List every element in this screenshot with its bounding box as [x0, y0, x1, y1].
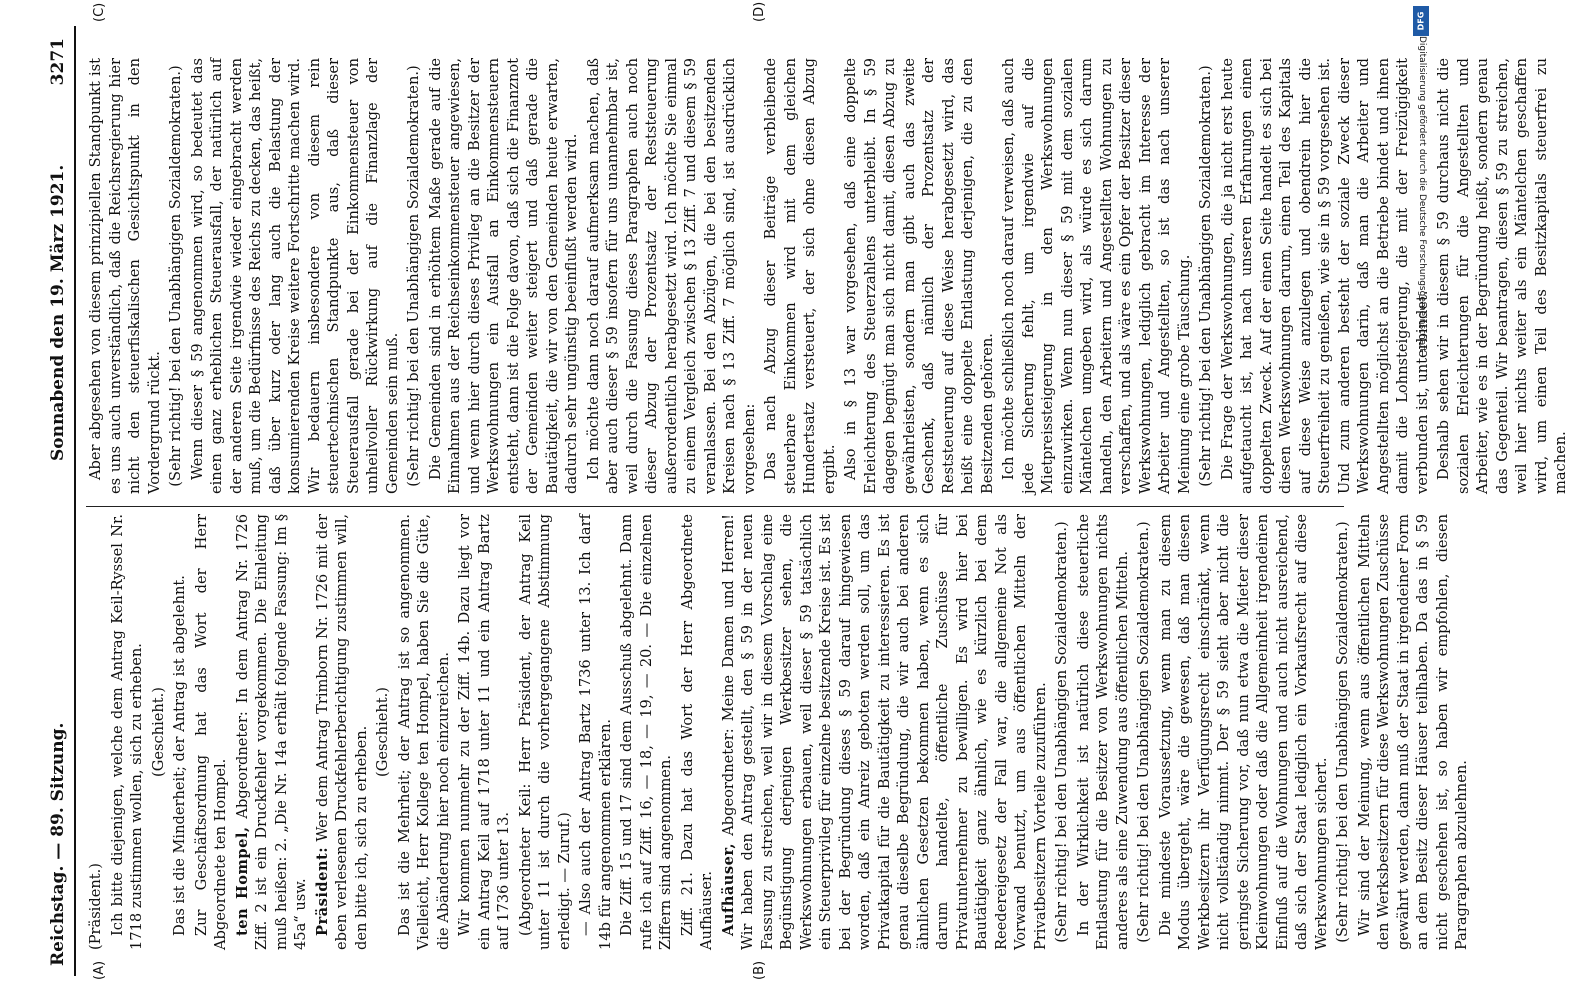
- paragraph: (Abgeordneter Keil: Herr Präsident, der Antrag Keil unter 11 ist durch die vorhergegangene Abstimmung erledigt. — Zuruf.): [516, 514, 573, 950]
- paragraph: (Geschieht.): [149, 687, 167, 777]
- paragraph: Ich möchte schließlich noch darauf verweisen, daß auch jede Sicherung fehlt, um irgendwie auf die Mietpreissteigerung in den Werkswohnungen einzuwirken. Wenn nun dieser § 59 mit dem sozialen Mäntelchen umgeben wird, als würde es sich darum handeln, den Arbeitern und Angestellten Wohnungen zu verschaffen, und als wäre es ein Opfer der Besitzer dieser Werkswohnungen, lediglich gebracht im Interesse der Arbeiter und Angestellten, so ist das nach unserer Meinung eine grobe Täuschung.: [1000, 58, 1193, 494]
- paragraph: Das ist die Minderheit; der Antrag ist abgelehnt.: [171, 575, 188, 936]
- paragraph: Die Ziff. 15 und 17 sind dem Ausschuß abgelehnt. Dann rufe ich auf Ziff. 16, — 18, — 19, — 20. — Die einzelnen Ziffern sind angenommen.: [618, 514, 674, 950]
- speaker-name: Präsident:: [313, 846, 331, 936]
- paragraph: Das ist die Mehrheit; der Antrag ist so angenommen. Vielleicht, Herr Kollege ten Hompel, haben Sie die Güte, die Abänderung hier noch einzureichen.: [395, 514, 452, 950]
- header-left-title: Reichstag. — 89. Sitzung.: [48, 722, 68, 966]
- scanned-page-area: Reichstag. — 89. Sitzung. Sonnabend den 19. März 1921. 3271 (A) (B) (C) (D) (Präsident.) Ich bitte diejenigen, welche dem Antrag Keil-Ryssel Nr. 1718 zustimmen wollen, sich zu erheben. (Geschieht.) Das ist die Minderheit; der Antrag ist abgelehnt. Zur Geschäftsordnung hat das Wort der Herr Abgeordnete ten Hompel. ten Hompel, Abgeordneter: In dem Antrag Nr. 1726 Ziff. 2 ist ein Druckfehler vorgekommen. Die Einleitung muß heißen: 2. „Die Nr. 14a erhält folgende Fassung: Im § 45a“ usw. Präsident: Wer dem Antrag Trimborn Nr. 1726 mit der eben verlesenen Druckfehlerberichtigung zustimmen will, den bitte ich, sich zu erheben. (Geschieht.) Das ist die Mehrheit; der Antrag ist so angenommen. Vielleicht, Herr Kollege ten Hompel, haben Sie die Güte, die Abänderung hier noch einzureichen. Wir kommen nunmehr zu der Ziff. 14b. Dazu liegt vor ein Antrag Keil auf 1718 unter 11 und ein Antrag Bartz auf 1736 unter 13. (Abgeordneter Keil: Herr Präsident, der Antrag Keil unter 11 ist durch die vorhergegangene Abstimmung erledigt. — Zuruf.) — Also auch der Antrag Bartz 1736 unter 13. Ich darf 14b für angenommen erklären. Die Ziff. 15 und 17 sind dem Ausschuß abgelehnt. Dann rufe ich auf Ziff. 16, — 18, — 19, — 20. — Die einzelnen Ziffern sind angenommen. Ziff. 21. Dazu hat das Wort der Herr Abgeordnete Aufhäuser. Aufhäuser, Abgeordneter: Meine Damen und Herren! Wir haben den Antrag gestellt, den § 59 in der neuen Fassung zu streichen, weil wir in diesem Vorschlag eine Begünstigung derjenigen Werkbesitzer sehen, die Werkswohnungen erbauen, weil dieser § 59 tatsächlich ein Steuerprivileg für einzelne besitzende Kreise ist. Es ist bei der Begründung dieses § 59 darauf hingewiesen worden, daß ein Anreiz geboten werden soll, um das Privatkapital für die Bautätigkeit zu interessieren. Es ist genau dieselbe Begründung, die wir auch bei anderen ähnlichen Gesetzen bekommen haben, wenn es sich darum handelte, öffentliche Zuschüsse für Privatunternehmer zu bewilligen. Es wird hier bei Bautätigkeit ganz ähnlich, wie es kürzlich bei dem Reedereigesetz der Fall war, die allgemeine Not als Vorwand benutzt, um aus öffentlichen Mitteln der Privatbesitzern Vorteile zuzuführen. (Sehr richtig! bei den Unabhängigen Sozialdemokraten.) In der Wirklichkeit ist natürlich diese steuerliche Entlastung für die Besitzer von Werkswohnungen nichts anderes als eine Zuwendung aus öffentlichen Mitteln. (Sehr richtig! bei den Unabhängigen Sozialdemokraten.) Die mindeste Voraussetzung, wenn man zu diesem Modus übergeht, wäre die gewesen, daß man diesen Werkbesitzern ihr Verfügungsrecht einschränkt, wenn nicht vollständig nimmt. Der § 59 sieht aber nicht die geringste Sicherung vor, daß nun etwa die Mieter dieser Kleinwohnungen oder daß die Allgemeinheit irgendeinen Einfluß auf die Wohnungen und auch nicht ausreichend, daß sich der Staat lediglich ein Vorkaufsrecht auf diese Werkswohnungen sichert. (Sehr richtig! bei den Unabhängigen Sozialdemokraten.) Wir sind der Meinung, wenn aus öffentlichen Mitteln den Werksbesitzern für diese Werkswohnungen Zuschüsse gewährt werden, dann muß der Staat in irgendeiner Form an dem Besitz dieser Häuser teilhaben. Da das in § 59 nicht geschehen ist, so haben wir empfohlen, diesen Paragraphen abzulehnen. Aber abgesehen von diesem prinzipiellen Standpunkt ist es uns auch unverständlich, daß die Reichsregierung hier nicht den steuerfiskalischen Gesichtspunkt in den Vordergrund rückt. (Sehr richtig! bei den Unabhängigen Sozialdemokraten.) Wenn dieser § 59 angenommen wird, so bedeutet das einen ganz erheblichen Steuerausfall, der natürlich auf der anderen Seite irgendwie wieder eingebracht werden muß, um die Bedürfnisse des Reichs zu decken, das heißt, daß über kurz oder lang auch die Belastung der konsumierenden Kreise weitere Fortschritte machen wird. Wir bedauern insbesondere von diesem rein steuertechnischen Standpunkte aus, daß dieser Steuerausfall gerade bei der Einkommensteuer von unheilvoller Rückwirkung auf die Finanzlage der Gemeinden sein muß. (Sehr richtig! bei den Unabhängigen Sozialdemokraten.) Die Gemeinden sind in erhöhtem Maße gerade auf die Einnahmen aus der Reichseinkommensteuer angewiesen, und wenn hier durch dieses Privileg an die Besitzer der Werkswohnungen ein Ausfall an Einkommensteuern entsteht, dann ist die Folge davon, daß sich die Finanznot der Gemeinden weiter steigert und daß gerade die Bautätigkeit, die wir von den Gemeinden heute erwarten, dadurch sehr ungünstig beeinflußt werden wird. Ich möchte dann noch darauf aufmerksam machen, daß aber auch dieser § 59 insofern für uns unannehmbar ist, weil durch die Fassung dieses Paragraphen auch noch dieser Abzug der Prozentsatz der Reststeuerung außerordentlich herabgesetzt wird. Ich möchte Sie einmal zu einem Vergleich zwischen § 13 Ziff. 7 und diesem § 59 veranlassen. Bei den Abzügen, die bei den besitzenden Kreisen nach § 13 Ziff. 7 möglich sind, ist ausdrücklich vorgesehen: Das nach Abzug dieser Beiträge verbleibende steuerbare Einkommen wird mit dem gleichen Hundertsatz versteuert, der sich ohne diesen Abzug ergibt. Also in § 13 war vorgesehen, daß eine doppelte Erleichterung des Steuerzahlens unterbleibt. In § 59 dagegen begnügt man sich nicht damit, diesen Abzug zu gewährleisten, sondern man gibt auch das zweite Geschenk, daß nämlich der Prozentsatz der Reststeuerung auf diese Weise herabgesetzt wird, das heißt eine doppelte Entlastung derjenigen, die zu den Besitzenden gehören. Ich möchte schließlich noch darauf verweisen, daß auch jede Sicherung fehlt, um irgendwie auf die Mietpreissteigerung in den Werkswohnungen einzuwirken. Wenn nun dieser § 59 mit dem sozialen Mäntelchen umgeben wird, als würde es sich darum handeln, den Arbeitern und Angestellten Wohnungen zu verschaffen, und als wäre es ein Opfer der Besitzer dieser Werkswohnungen, lediglich gebracht im Interesse der Arbeiter und Angestellten, so ist das nach unserer Meinung eine grobe Täuschung. (Sehr richtig! bei den Unabhängigen Sozialdemokraten.) Die Frage der Werkswohnungen, die ja nicht erst heute aufgetaucht ist, hat nach unseren Erfahrungen einen doppelten Zweck. Auf der einen Seite handelt es sich bei diesen Werkswohnungen darum, einen Teil des Kapitals auf diese Weise anzulegen und obendrein hier die Steuerfreiheit zu genießen, wie sie in § 59 vorgesehen ist. Und zum anderen besteht der soziale Zweck dieser Werkswohnungen darin, daß man die Arbeiter und Angestellten möglichst an die Betriebe bindet und ihnen damit die Lohnsteigerung, die mit der Freizügigkeit verbunden ist, unterbindet. Deshalb sehen wir in diesem § 59 durchaus nicht die sozialen Erleichterungen für die Angestellten und Arbeiter, wie es in der Begründung heißt, sondern genau das Gegenteil. Wir beantragen, diesen § 59 zu streichen, weil hier nichts weiter als ein Mäntelchen geschaffen wird, um einen Teil des Besitzkapitals steuerfrei zu machen. DFG Digitalisierung gefördert durch die Deutsche Forschungsgemeinschaft: [0, 0, 1434, 1000]
- right-text-column: [86, 58, 1569, 494]
- paragraph: Die Gemeinden sind in erhöhtem Maße gerade auf die Einnahmen aus der Reichseinkommensteuer angewiesen, und wenn hier durch dieses Privileg an die Besitzer der Werkswohnungen ein Ausfall an Einkommensteuern entsteht, dann ist die Folge davon, daß sich die Finanznot der Gemeinden weiter steigert und daß gerade die Bautätigkeit, die wir von den Gemeinden heute erwarten, dadurch sehr ungünstig beeinflußt werden wird.: [426, 58, 580, 494]
- paragraph: Wir kommen nunmehr zu der Ziff. 14b. Dazu liegt vor ein Antrag Keil auf 1718 unter 11 und ein Antrag Bartz auf 1736 unter 13.: [456, 514, 512, 950]
- margin-marker-c: (C): [92, 2, 107, 22]
- paragraph: (Sehr richtig! bei den Unabhängigen Sozialdemokraten.): [1197, 65, 1214, 487]
- column-divider: [86, 506, 1344, 507]
- speech-text: Abgeordneter: In dem Antrag Nr. 1726 Ziff. 2 ist ein Druckfehler vorgekommen. Die Einleitung muß heißen: 2. „Die Nr. 14a erhält folgende Fassung: Im § 45a“ usw.: [233, 514, 309, 950]
- paragraph: (Sehr richtig! bei den Unabhängigen Sozialdemokraten.): [167, 65, 184, 487]
- margin-marker-a: (A): [92, 960, 107, 980]
- paragraph: (Sehr richtig! bei den Unabhängigen Sozialdemokraten.): [1053, 521, 1070, 943]
- margin-marker-d: (D): [752, 1, 767, 22]
- paragraph: [233, 514, 311, 950]
- paragraph: (Präsident.): [87, 863, 104, 950]
- margin-marker-b: (B): [752, 960, 767, 980]
- paragraph: (Geschieht.): [374, 687, 391, 777]
- dfg-logo: DFG: [1413, 6, 1429, 36]
- paragraph: — Also auch der Antrag Bartz 1736 unter 13. Ich darf 14b für angenommen erklären.: [577, 514, 614, 950]
- paragraph: Also in § 13 war vorgesehen, daß eine doppelte Erleichterung des Steuerzahlens unterbleibt. In § 59 dagegen begnügt man sich nicht damit, diesen Abzug zu gewährleisten, sondern man gibt auch das zweite Geschenk, daß nämlich der Prozentsatz der Reststeuerung auf diese Weise herabgesetzt wird, das heißt eine doppelte Entlastung derjenigen, die zu den Besitzenden gehören.: [842, 58, 996, 494]
- speech-text: Abgeordneter: Meine Damen und Herren! Wir haben den Antrag gestellt, den § 59 in der neuen Fassung zu streichen, weil wir in diesem Vorschlag eine Begünstigung derjenigen Werkbesitzer sehen, die Werkswohnungen erbauen, weil dieser § 59 tatsächlich ein Steuerprivileg für einzelne besitzende Kreise ist. Es ist bei der Begründung dieses § 59 darauf hingewiesen worden, daß ein Anreiz geboten werden soll, um das Privatkapital für die Bautätigkeit zu interessieren. Es ist genau dieselbe Begründung, die wir auch bei anderen ähnlichen Gesetzen bekommen haben, wenn es sich darum handelte, öffentliche Zuschüsse für Privatunternehmer zu bewilligen. Es wird hier bei Bautätigkeit ganz ähnlich, wie es kürzlich bei dem Reedereigesetz der Fall war, die allgemeine Not als Vorwand benutzt, um aus öffentlichen Mitteln der Privatbesitzern Vorteile zuzuführen.: [719, 514, 1049, 950]
- paragraph: Ich bitte diejenigen, welche dem Antrag Keil-Ryssel Nr. 1718 zustimmen wollen, sich zu erheben.: [108, 514, 145, 950]
- paragraph: Ich möchte dann noch darauf aufmerksam machen, daß aber auch dieser § 59 insofern für uns unannehmbar ist, weil durch die Fassung dieses Paragraphen auch noch dieser Abzug der Prozentsatz der Reststeuerung außerordentlich herabgesetzt wird. Ich möchte Sie einmal zu einem Vergleich zwischen § 13 Ziff. 7 und diesem § 59 veranlassen. Bei den Abzügen, die bei den besitzenden Kreisen nach § 13 Ziff. 7 möglich sind, ist ausdrücklich vorgesehen:: [584, 58, 758, 494]
- paragraph: Aber abgesehen von diesem prinzipiellen Standpunkt ist es uns auch unverständlich, daß die Reichsregierung hier nicht den steuerfiskalischen Gesichtspunkt in den Vordergrund rückt.: [87, 58, 163, 494]
- paragraph: Wenn dieser § 59 angenommen wird, so bedeutet das einen ganz erheblichen Steuerausfall, der natürlich auf der anderen Seite irgendwie wieder eingebracht werden muß, um die Bedürfnisse des Reichs zu decken, das heißt, daß über kurz oder lang auch die Belastung der konsumierenden Kreise weitere Fortschritte machen wird. Wir bedauern insbesondere von diesem rein steuertechnischen Standpunkte aus, daß dieser Steuerausfall gerade bei der Einkommensteuer von unheilvoller Rückwirkung auf die Finanzlage der Gemeinden sein muß.: [188, 58, 401, 494]
- running-header: [44, 26, 76, 976]
- paragraph: [313, 514, 372, 950]
- paragraph: (Sehr richtig! bei den Unabhängigen Sozialdemokraten.): [1135, 521, 1152, 943]
- paragraph: (Sehr richtig! bei den Unabhängigen Sozialdemokraten.): [405, 65, 422, 487]
- paragraph: In der Wirklichkeit ist natürlich diese steuerliche Entlastung für die Besitzer von Werkswohnungen nichts anderes als eine Zuwendung aus öffentlichen Mitteln.: [1074, 514, 1131, 950]
- paragraph: (Sehr richtig! bei den Unabhängigen Sozialdemokraten.): [1334, 521, 1351, 943]
- speech-text: Wer dem Antrag Trimborn Nr. 1726 mit der eben verlesenen Druckfehlerberichtigung zustimmen will, den bitte ich, sich zu erheben.: [313, 514, 370, 950]
- paragraph: Die mindeste Voraussetzung, wenn man zu diesem Modus übergeht, wäre die gewesen, daß man diesen Werkbesitzern ihr Verfügungsrecht einschränkt, wenn nicht vollständig nimmt. Der § 59 sieht aber nicht die geringste Sicherung vor, daß nun etwa die Mieter dieser Kleinwohnungen oder daß die Allgemeinheit irgendeinen Einfluß auf die Wohnungen und auch nicht ausreichend, daß sich der Staat lediglich ein Vorkaufsrecht auf diese Werkswohnungen sichert.: [1156, 514, 1330, 950]
- paragraph: Deshalb sehen wir in diesem § 59 durchaus nicht die sozialen Erleichterungen für die Angestellten und Arbeiter, wie es in der Begründung heißt, sondern genau das Gegenteil. Wir beantragen, diesen § 59 zu streichen, weil hier nichts weiter als ein Mäntelchen geschaffen wird, um einen Teil des Besitzkapitals steuerfrei zu machen.: [1435, 58, 1569, 494]
- paragraph: Zur Geschäftsordnung hat das Wort der Herr Abgeordnete ten Hompel.: [192, 514, 229, 950]
- paragraph: [719, 514, 1051, 950]
- page-number: 3271: [48, 38, 68, 86]
- paragraph: Das nach Abzug dieser Beiträge verbleibende steuerbare Einkommen wird mit dem gleichen Hundertsatz versteuert, der sich ohne diesen Abzug ergibt.: [762, 58, 838, 494]
- paragraph: Ziff. 21. Dazu hat das Wort der Herr Abgeordnete Aufhäuser.: [678, 514, 715, 950]
- speaker-name: Aufhäuser,: [719, 842, 737, 936]
- paragraph: Wir sind der Meinung, wenn aus öffentlichen Mitteln den Werksbesitzern für diese Werkswohnungen Zuschüsse gewährt werden, dann muß der Staat in irgendeiner Form an dem Besitz dieser Häuser teilhaben. Da das in § 59 nicht geschehen ist, so haben wir empfohlen, diesen Paragraphen abzulehnen.: [1355, 514, 1470, 950]
- header-date: Sonnabend den 19. März 1921.: [48, 164, 68, 461]
- left-text-column: [86, 514, 1470, 950]
- speaker-name: ten Hompel,: [233, 826, 251, 936]
- paragraph: Die Frage der Werkswohnungen, die ja nicht erst heute aufgetaucht ist, hat nach unseren Erfahrungen einen doppelten Zweck. Auf der einen Seite handelt es sich bei diesen Werkswohnungen darum, einen Teil des Kapitals auf diese Weise anzulegen und obendrein hier die Steuerfreiheit zu genießen, wie sie in § 59 vorgesehen ist. Und zum anderen besteht der soziale Zweck dieser Werkswohnungen darin, daß man die Arbeiter und Angestellten möglichst an die Betriebe bindet und ihnen damit die Lohnsteigerung, die mit der Freizügigkeit verbunden ist, unterbindet.: [1218, 58, 1431, 494]
